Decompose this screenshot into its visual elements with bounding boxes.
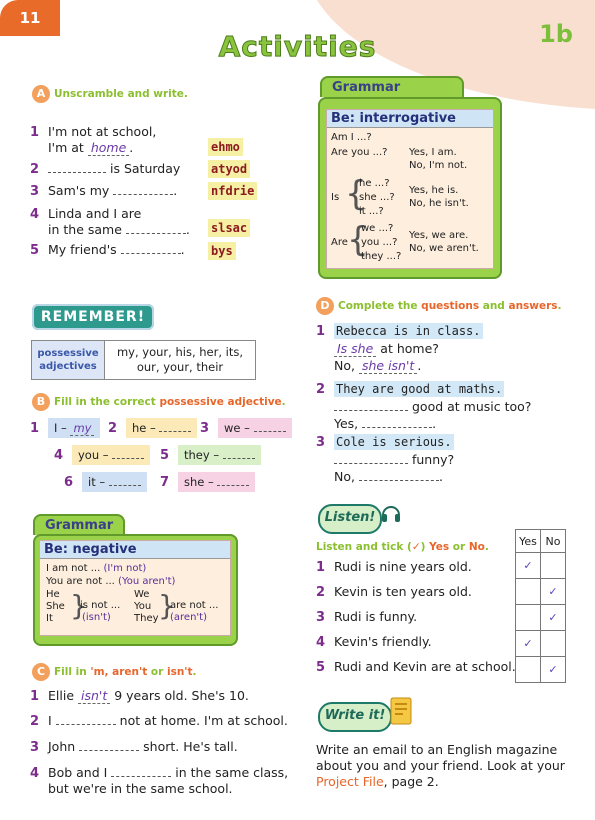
col-no-header: No: [541, 530, 566, 553]
yes-cell[interactable]: ✓: [516, 631, 541, 657]
headphones-icon: [380, 500, 402, 524]
anagram: bys: [208, 242, 236, 260]
possessive-values: my, your, his, her, its, our, your, their: [116, 345, 244, 374]
section-b-header: B Fill in the correct possessive adjective.: [32, 390, 286, 411]
anagram: nfdrie: [208, 182, 257, 200]
grammar-heading: Be: interrogative: [327, 110, 493, 128]
answer: home: [88, 140, 129, 156]
no-cell[interactable]: [541, 553, 566, 579]
list-item: 3 Cole is serious. funny? No, .: [316, 435, 455, 484]
list-item: 1 Rebecca is in class. Is she at home? No, she isn't .: [316, 324, 481, 373]
grammar-heading: Be: negative: [40, 541, 230, 559]
list-item: 4 you –: [54, 444, 150, 465]
list-item: 3 Sam's my .: [30, 183, 178, 199]
answer-blank[interactable]: [121, 253, 181, 254]
yes-cell[interactable]: [516, 579, 541, 605]
no-cell[interactable]: [541, 631, 566, 657]
answer: isn't: [78, 688, 110, 704]
listen-instruction: Listen and tick (✓) Yes or No.: [316, 541, 489, 553]
list-item: 6 it –: [64, 471, 147, 492]
yes-cell[interactable]: ✓: [516, 553, 541, 579]
anagram: ehmo: [208, 138, 243, 156]
section-badge: A: [32, 85, 50, 103]
section-a-instruction: Unscramble and write.: [54, 88, 188, 100]
page-number: 11: [0, 0, 60, 36]
list-item: 5 My friend's .: [30, 242, 185, 258]
answer-blank[interactable]: [113, 194, 173, 195]
no-cell[interactable]: ✓: [541, 605, 566, 631]
grammar-tab: Grammar: [33, 514, 125, 535]
list-item: 2 I not at home. I'm at school.: [30, 713, 288, 729]
list-item: 4 Kevin's friendly.: [316, 634, 432, 650]
possessive-label: possessive adjectives: [32, 341, 105, 379]
list-item: 7 she –: [160, 471, 255, 492]
col-yes-header: Yes: [516, 530, 541, 553]
list-item: 5 they –: [160, 444, 261, 465]
list-item: 1 Rudi is nine years old.: [316, 559, 472, 575]
anagram: slsac: [208, 219, 250, 237]
no-cell[interactable]: ✓: [541, 579, 566, 605]
page-title: Activities: [218, 30, 377, 63]
possessive-table: [31, 340, 256, 380]
no-cell[interactable]: ✓: [541, 657, 566, 683]
write-instruction: Write an email to an English magazine about you and your friend. Look at your Project File, page 2.: [316, 742, 565, 789]
list-item: 5 Rudi and Kevin are at school.: [316, 659, 516, 675]
grammar-interrogative-box: Be: interrogative Am I ...? Are you ...? Yes, I am. No, I'm not. Is { he ...? she ...? it ...? Yes, he is. No, he isn't. Are { we ...? you ...? they ...? Yes, we are. No, we aren't.: [318, 97, 502, 279]
list-item: 1 I'm not at school, I'm at home .: [30, 124, 157, 155]
yes-cell[interactable]: [516, 605, 541, 631]
list-item: 4 Linda and I are in the same .: [30, 206, 190, 237]
section-d-header: D Complete the questions and answers.: [316, 294, 562, 315]
section-badge: B: [32, 393, 50, 411]
write-banner: Write it!: [318, 702, 392, 732]
list-item: 1 I – my: [30, 417, 100, 438]
section-badge: D: [316, 297, 334, 315]
list-item: 2 Kevin is ten years old.: [316, 584, 472, 600]
list-item: 1 Ellie isn't 9 years old. She's 10.: [30, 688, 249, 704]
grammar-negative-box: Be: negative I am not ... (I'm not) You are not ... (You aren't) He She It } is not ... (isn't) We You They } are not ... (aren't): [33, 534, 238, 646]
listen-banner: Listen!: [318, 504, 382, 534]
list-item: 2 is Saturday: [30, 161, 181, 177]
grammar-tab: Grammar: [320, 76, 464, 97]
section-a-header: [32, 82, 188, 103]
yes-cell[interactable]: [516, 657, 541, 683]
section-badge: C: [32, 663, 50, 681]
answer-blank[interactable]: [48, 172, 106, 173]
list-item: 3 John short. He's tall.: [30, 739, 238, 755]
answer-blank[interactable]: [126, 233, 186, 234]
list-item: 2 he –: [108, 417, 197, 438]
section-c-header: C Fill in 'm, aren't or isn't.: [32, 660, 197, 681]
remember-banner: REMEMBER!: [32, 304, 154, 330]
list-item: 4 Bob and I in the same class, but we're in the same school.: [30, 765, 289, 796]
list-item: 3 we –: [200, 417, 292, 438]
notebook-icon: [388, 696, 414, 726]
yes-no-table: [515, 529, 566, 683]
list-item: 2 They are good at maths. good at music too? Yes, .: [316, 382, 532, 431]
project-file-link[interactable]: Project File: [316, 774, 384, 789]
list-item: 3 Rudi is funny.: [316, 609, 418, 625]
unit-label: 1b: [539, 20, 573, 48]
anagram: atyod: [208, 160, 250, 178]
